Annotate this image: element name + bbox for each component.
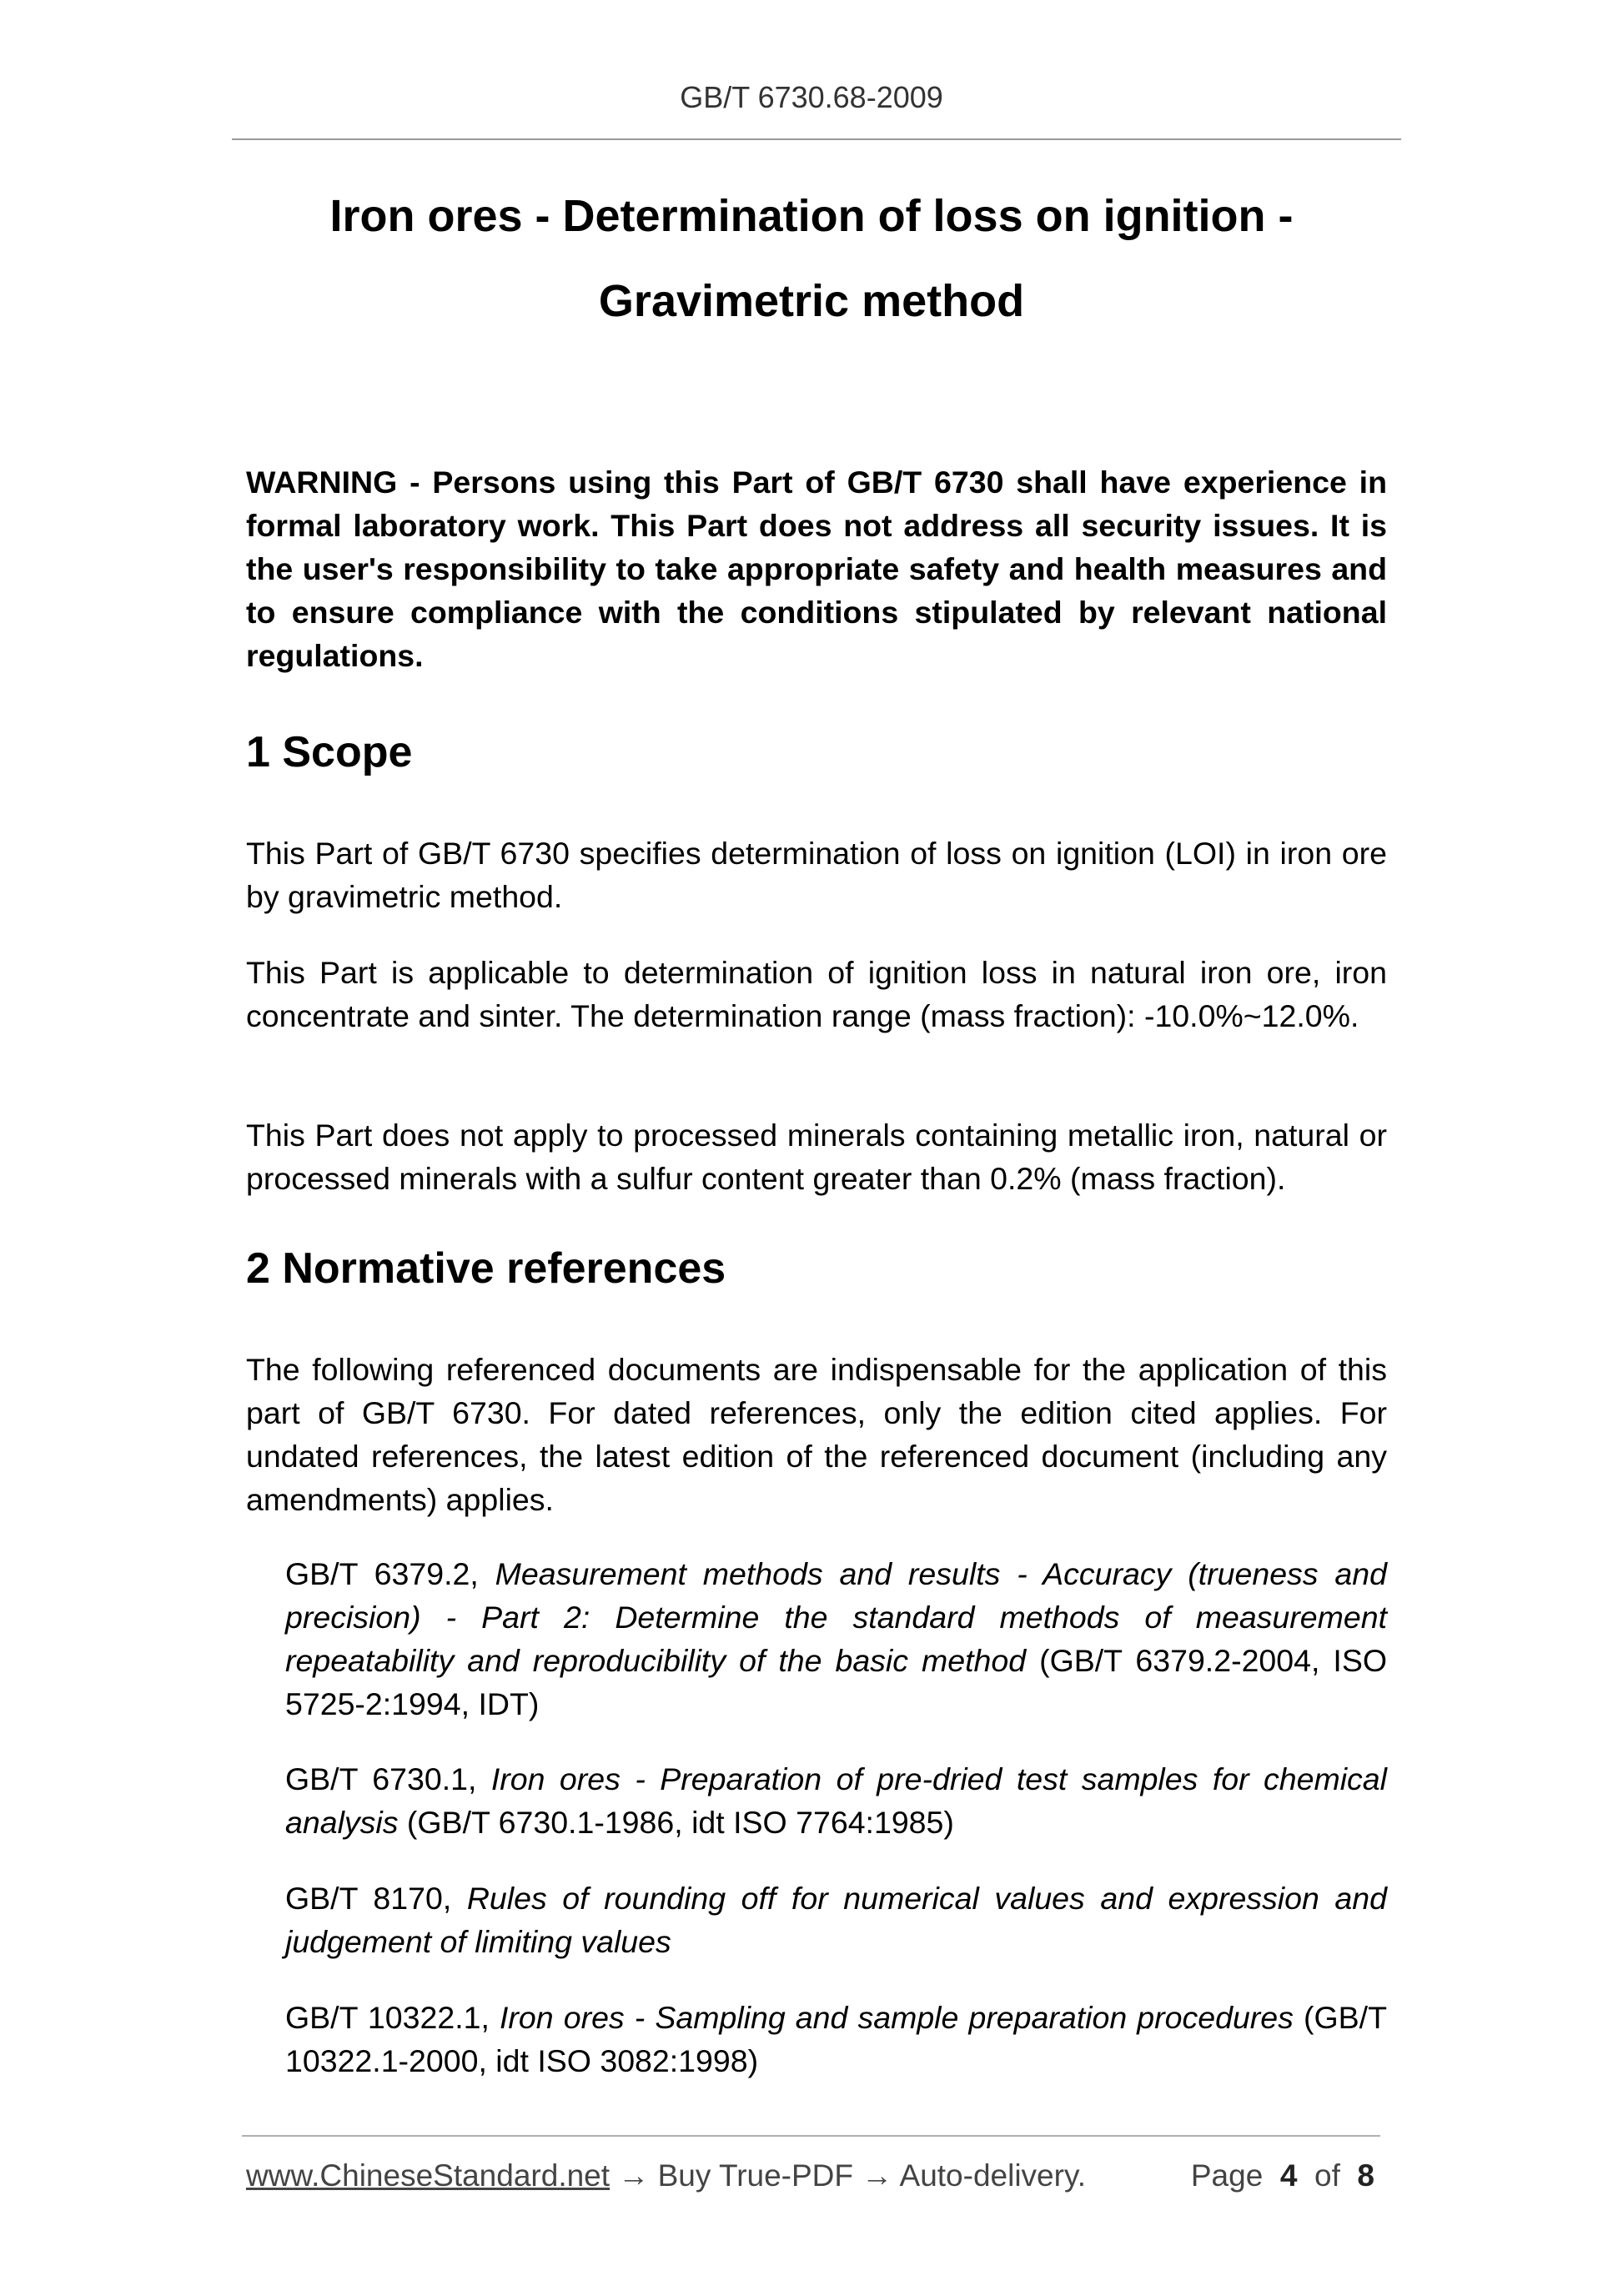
- document-title-line1: Iron ores - Determination of loss on ignition -: [329, 191, 1294, 241]
- reference-title: Iron ores - Sampling and sample preparation procedures: [500, 2000, 1294, 2035]
- section-heading-scope: 1 Scope: [246, 728, 413, 776]
- reference-suffix: (GB/T 10322.1-2000, idt ISO 3082:1998): [285, 2000, 1388, 2078]
- page-total: 8: [1357, 2158, 1374, 2193]
- reference-suffix: (GB/T 6730.1-1986, idt ISO 7764:1985): [398, 1805, 954, 1840]
- reference-title: Rules of rounding off for numerical values and expression and judgement of limiting values: [285, 1881, 1387, 1959]
- footer-promo: [246, 2158, 1086, 2193]
- page-number: [1191, 2158, 1374, 2193]
- document-title-line2: Gravimetric method: [598, 276, 1025, 326]
- reference-suffix: (GB/T 6379.2-2004, ISO 5725-2:1994, IDT): [285, 1643, 1388, 1721]
- reference-item: [285, 1996, 1387, 2082]
- chinesestandard-link[interactable]: www.ChineseStandard.net: [246, 2158, 611, 2193]
- header-divider: [232, 138, 1401, 140]
- header-standard-code: GB/T 6730.68-2009: [680, 80, 943, 114]
- scope-paragraph-3: This Part does not apply to processed minerals containing metallic iron, natural or processed minerals with a sulfur content greater than 0.2% (mass fraction).: [246, 1118, 1387, 1196]
- footer-divider: [242, 2135, 1380, 2137]
- reference-code: GB/T 6379.2,: [285, 1556, 495, 1591]
- reference-code: GB/T 6730.1,: [285, 1761, 491, 1796]
- reference-item: [285, 1757, 1387, 1844]
- page-label: Page: [1190, 2158, 1264, 2193]
- reference-item: [285, 1876, 1387, 1963]
- reference-code: GB/T 10322.1,: [285, 2000, 500, 2035]
- normative-intro-paragraph: The following referenced documents are indispensable for the application of this part of GB/T 6730. For dated references, only the edition cited applies. For undated references, the latest edition of the referenced document (including any amendments) applies.: [246, 1352, 1387, 1517]
- reference-code: GB/T 8170,: [285, 1881, 467, 1916]
- footer-tagline: → Buy True-PDF → Auto-delivery.: [610, 2158, 1086, 2193]
- page-of-label: of: [1314, 2158, 1340, 2193]
- warning-paragraph: WARNING - Persons using this Part of GB/T 6730 shall have experience in formal laboratory work. This Part does not address all security issues. It is the user's responsibility to take appropriate safety and health measures and to ensure compliance with the conditions stipulated by relevant national regulations.: [246, 465, 1387, 673]
- page-current: 4: [1279, 2158, 1298, 2193]
- scope-paragraph-1: This Part of GB/T 6730 specifies determination of loss on ignition (LOI) in iron ore by gravimetric method.: [246, 836, 1387, 914]
- scope-paragraph-2: This Part is applicable to determination of ignition loss in natural iron ore, iron concentrate and sinter. The determination range (mass fraction): -10.0%~12.0%.: [246, 955, 1387, 1033]
- reference-title: Iron ores - Preparation of pre-dried test samples for chemical analysis: [285, 1761, 1387, 1840]
- reference-title: Measurement methods and results - Accuracy (trueness and precision) - Part 2: Determine the standard methods of measurement repeatability and reproducibility of the basic method: [285, 1556, 1387, 1678]
- reference-item: [285, 1552, 1387, 1726]
- section-heading-normative-references: 2 Normative references: [246, 1244, 726, 1293]
